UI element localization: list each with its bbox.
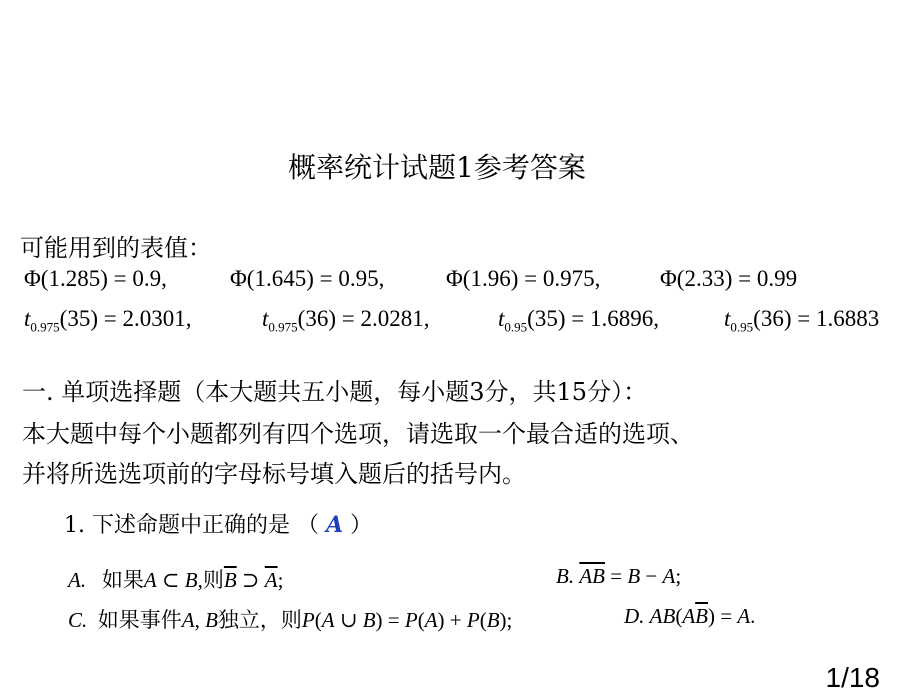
t-value-4: $t_{0.95}(36) = 1.6883$ <box>724 306 880 335</box>
t-value-3: $t_{0.95}(35) = 1.6896$, <box>498 306 659 335</box>
option-d: D. $AB(A\overline{B}) = A$. <box>624 604 756 628</box>
page-number: 1/18 <box>825 662 880 693</box>
question-number: 1. <box>64 513 85 538</box>
phi-value-2: Φ(1.645) = 0.95, <box>230 266 385 291</box>
option-c: C. 如果事件A, B独立，则P(A ∪ B) = P(A) + P(B); <box>68 608 513 632</box>
section-instruction-1: 本大题中每个小题都列有四个选项，请选取一个最合适的选项、 <box>22 420 694 448</box>
phi-value-1: Φ(1.285) = 0.9, <box>24 266 167 291</box>
option-b: B. $\overline{AB} = B - A$; <box>556 564 682 588</box>
phi-value-3: Φ(1.96) = 0.975, <box>446 266 601 291</box>
option-a: A. 如果A ⊂ B,则$\overline{B}$ ⊃ $\overline{A}$; <box>68 568 284 592</box>
page-title: 概率统计试题1参考答案 <box>288 151 586 184</box>
t-value-1: $t_{0.975}(35) = 2.0301$, <box>24 306 192 335</box>
t-value-2: $t_{0.975}(36) = 2.0281$, <box>262 306 430 335</box>
question-answer: A <box>326 512 344 538</box>
question-text: 下述命题中正确的是 <box>92 513 291 538</box>
section-heading: 一. 单项选择题（本大题共五小题，每小题3分，共15分）： <box>22 378 648 406</box>
table-label: 可能用到的表值： <box>20 234 212 262</box>
question-1: 1. 下述命题中正确的是 （ A ） <box>64 512 373 538</box>
phi-value-4: Φ(2.33) = 0.99 <box>660 266 798 291</box>
section-instruction-2: 并将所选选项前的字母标号填入题后的括号内。 <box>22 460 526 488</box>
